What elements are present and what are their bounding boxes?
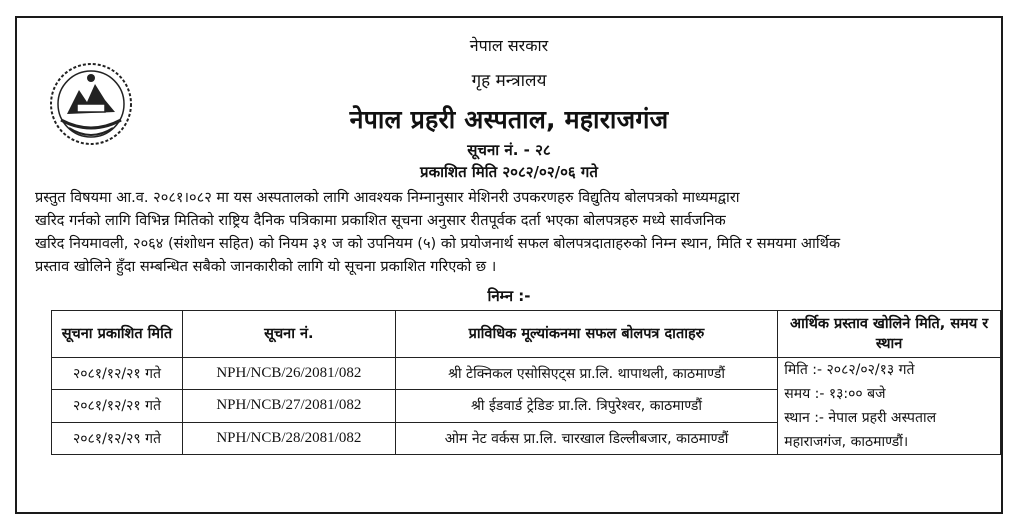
notice-date-cell: २०८१/१२/२१ गते [52,358,183,390]
hospital-title: नेपाल प्रहरी अस्पताल, महाराजगंज [349,105,669,134]
body-line: खरिद नियमावली, २०६४ (संशोधन सहित) को नियम ३१ ज को उपनियम (५) को प्रयोजनार्थ सफल बोलपत्रदाताहरुको निम्न स्थान, मिति र समयमा आर्थिक [35,235,841,252]
opening-place: स्थान :- नेपाल प्रहरी अस्पताल महाराजगंज, काठमाण्डौं। [784,410,937,450]
published-date: प्रकाशित मिति २०८२/०२/०६ गते [420,163,598,181]
bidders-table [51,310,1001,455]
column-header: प्राविधिक मूल्यांकनमा सफल बोलपत्र दाताहरु [395,311,777,358]
ministry-title: गृह मन्त्रालय [471,71,547,91]
bidder-cell: ओम नेट वर्कस प्रा.लि. चारखाल डिल्लीबजार, काठमाण्डौं [395,422,777,454]
bidder-cell: श्री टेक्निकल एसोसिएट्स प्रा.लि. थापाथली, काठमाण्डौं [395,358,777,390]
notice-number-cell: NPH/NCB/26/2081/082 [182,358,395,390]
notice-number-cell: NPH/NCB/27/2081/082 [182,390,395,422]
government-title: नेपाल सरकार [469,36,549,55]
column-header: सूचना नं. [182,311,395,358]
opening-time: समय :- १३:०० बजे [784,386,886,402]
opening-details-cell [778,358,1001,455]
notice-body [35,186,991,278]
notice-date-cell: २०८१/१२/२१ गते [52,390,183,422]
body-line: प्रस्ताव खोलिने हुँदा सम्बन्धित सबैको जानकारीको लागि यो सूचना प्रकाशित गरिएको छ । [35,258,497,275]
notice-date-cell: २०८१/१२/२९ गते [52,422,183,454]
opening-date: मिति :- २०८२/०२/१३ गते [784,362,915,378]
notice-frame [15,16,1003,514]
bidder-cell: श्री ईडवार्ड ट्रेडिङ प्रा.लि. त्रिपुरेश्वर, काठमाण्डौं [395,390,777,422]
notice-number: सूचना नं. - २८ [467,141,551,159]
following-label: निम्न :- [487,287,531,305]
table-row [52,358,1001,390]
column-header: आर्थिक प्रस्ताव खोलिने मिति, समय र स्थान [778,311,1001,358]
table-header-row [52,311,1001,358]
notice-number-cell: NPH/NCB/28/2081/082 [182,422,395,454]
column-header: सूचना प्रकाशित मिति [52,311,183,358]
body-line: खरिद गर्नको लागि विभिन्न मितिको राष्ट्रिय दैनिक पत्रिकामा प्रकाशित सूचना अनुसार रीतपूर्वक दर्ता भएका बोलपत्रहरु मध्ये सार्वजनिक [35,212,726,229]
body-line: प्रस्तुत विषयमा आ.व. २०८१।०८२ मा यस अस्पतालको लागि आवश्यक निम्नानुसार मेशिनरी उपकरणहरु विद्युतिय बोलपत्रको माध्यमद्वारा [35,189,740,206]
